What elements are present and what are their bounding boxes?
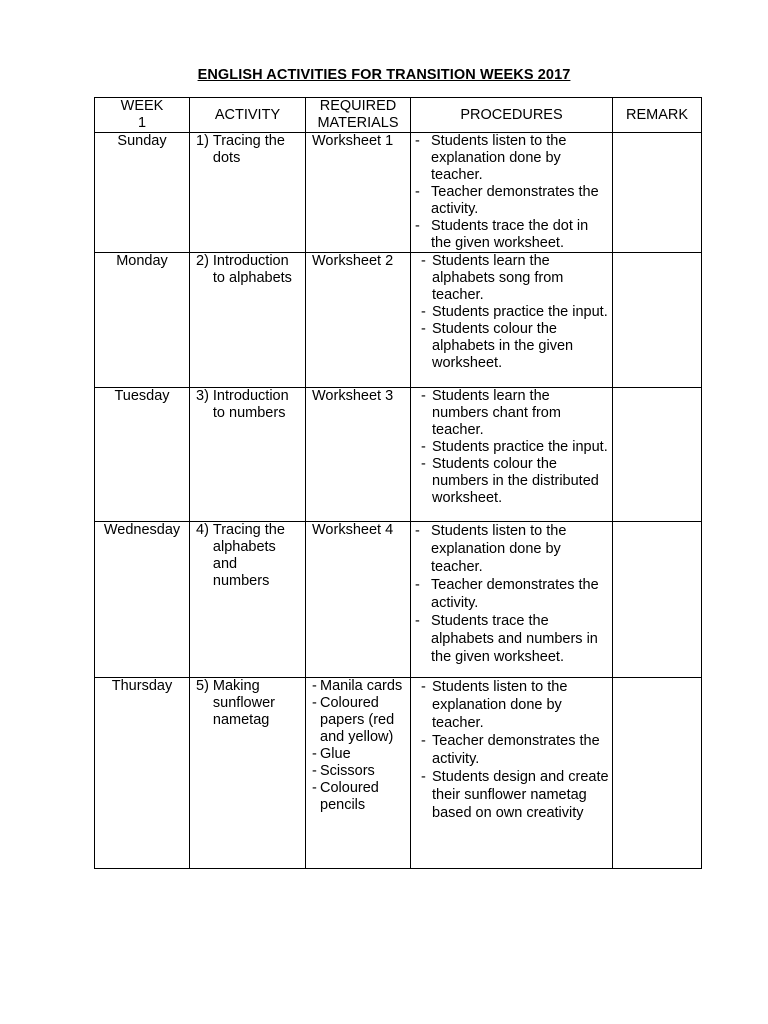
- table-row: [95, 133, 702, 253]
- table-row: [95, 522, 702, 678]
- activity-line: to numbers: [212, 405, 286, 421]
- procedure-item: - Teacher demonstrates the activity.: [415, 577, 599, 611]
- material-item: Worksheet 2: [312, 253, 394, 269]
- procedure-item: - Students practice the input.: [421, 304, 608, 320]
- materials-cell: [306, 253, 411, 388]
- activity-number: 1): [196, 133, 209, 149]
- header-activity: ACTIVITY: [190, 98, 306, 133]
- material-item: - Scissors: [312, 763, 375, 779]
- activity-line: and: [212, 556, 238, 572]
- activity-number: 3): [196, 388, 209, 404]
- material-item: - Manila cards: [312, 678, 403, 694]
- procedures-cell: [411, 388, 613, 522]
- activity-cell: [190, 253, 306, 388]
- activity-line: to alphabets: [212, 270, 292, 286]
- remark-cell: [613, 678, 702, 869]
- table-row: [95, 253, 702, 388]
- day-cell: Sunday: [95, 133, 190, 253]
- procedure-item: - Students trace the alphabets and numbers in the given worksheet.: [415, 613, 598, 665]
- activity-number: 5): [196, 678, 209, 694]
- activity-line: alphabets: [212, 539, 276, 555]
- procedure-item: - Students trace the dot in the given worksheet.: [415, 218, 589, 251]
- procedures-cell: [411, 253, 613, 388]
- day-cell: Tuesday: [95, 388, 190, 522]
- remark-cell: [613, 253, 702, 388]
- day-cell: Monday: [95, 253, 190, 388]
- remark-cell: [613, 388, 702, 522]
- activity-line: Introduction: [212, 388, 289, 404]
- material-item: Worksheet 3: [312, 388, 394, 404]
- procedure-item: - Students listen to the explanation done by teacher.: [421, 679, 568, 731]
- activity-cell: [190, 133, 306, 253]
- activity-line: dots: [212, 150, 241, 166]
- activity-number: 4): [196, 522, 209, 538]
- day-cell: Thursday: [95, 678, 190, 869]
- material-item: Worksheet 4: [312, 522, 394, 538]
- procedure-item: - Students colour the alphabets in the given worksheet.: [421, 321, 574, 371]
- materials-cell: [306, 388, 411, 522]
- procedure-item: - Students learn the alphabets song from teacher.: [421, 253, 564, 303]
- activity-line: Making: [212, 678, 260, 694]
- materials-cell: [306, 133, 411, 253]
- remark-cell: [613, 133, 702, 253]
- document-title: ENGLISH ACTIVITIES FOR TRANSITION WEEKS 2017: [197, 67, 571, 83]
- activity-line: sunflower: [212, 695, 275, 711]
- header-week-line2: 1: [137, 115, 147, 131]
- table-row: [95, 388, 702, 522]
- header-week: [95, 98, 190, 133]
- activity-cell: [190, 388, 306, 522]
- procedure-item: - Teacher demonstrates the activity.: [415, 184, 599, 217]
- header-materials-line1: REQUIRED: [319, 98, 397, 114]
- procedure-item: - Students listen to the explanation done by teacher.: [415, 133, 567, 183]
- material-item: - Coloured pencils: [312, 780, 379, 813]
- activity-line: Tracing the: [212, 522, 285, 538]
- procedure-item: - Students colour the numbers in the distributed worksheet.: [421, 456, 599, 506]
- procedure-item: - Students listen to the explanation done by teacher.: [415, 523, 567, 575]
- procedures-cell: [411, 133, 613, 253]
- activity-line: Introduction: [212, 253, 289, 269]
- materials-cell: [306, 678, 411, 869]
- procedures-cell: [411, 522, 613, 678]
- materials-cell: [306, 522, 411, 678]
- material-item: - Coloured papers (red and yellow): [312, 695, 395, 745]
- procedure-item: - Students practice the input.: [421, 439, 608, 455]
- header-procedures: PROCEDURES: [411, 98, 613, 133]
- activity-line: nametag: [212, 712, 270, 728]
- activity-number: 2): [196, 253, 209, 269]
- header-materials-line2: MATERIALS: [317, 115, 399, 131]
- activity-line: numbers: [212, 573, 270, 589]
- table-row: [95, 678, 702, 869]
- remark-cell: [613, 522, 702, 678]
- header-remark: REMARK: [613, 98, 702, 133]
- activities-table: [94, 97, 702, 869]
- activity-line: Tracing the: [212, 133, 285, 149]
- procedures-cell: [411, 678, 613, 869]
- material-item: Worksheet 1: [312, 133, 394, 149]
- procedure-item: - Students design and create their sunflower nametag based on own creativity: [421, 769, 609, 821]
- activity-cell: [190, 678, 306, 869]
- procedure-item: - Teacher demonstrates the activity.: [421, 733, 600, 767]
- header-materials: [306, 98, 411, 133]
- procedure-item: - Students learn the numbers chant from teacher.: [421, 388, 561, 438]
- activity-cell: [190, 522, 306, 678]
- day-cell: Wednesday: [95, 522, 190, 678]
- table-header-row: [95, 98, 702, 133]
- material-item: - Glue: [312, 746, 351, 762]
- header-week-line1: WEEK: [120, 98, 164, 114]
